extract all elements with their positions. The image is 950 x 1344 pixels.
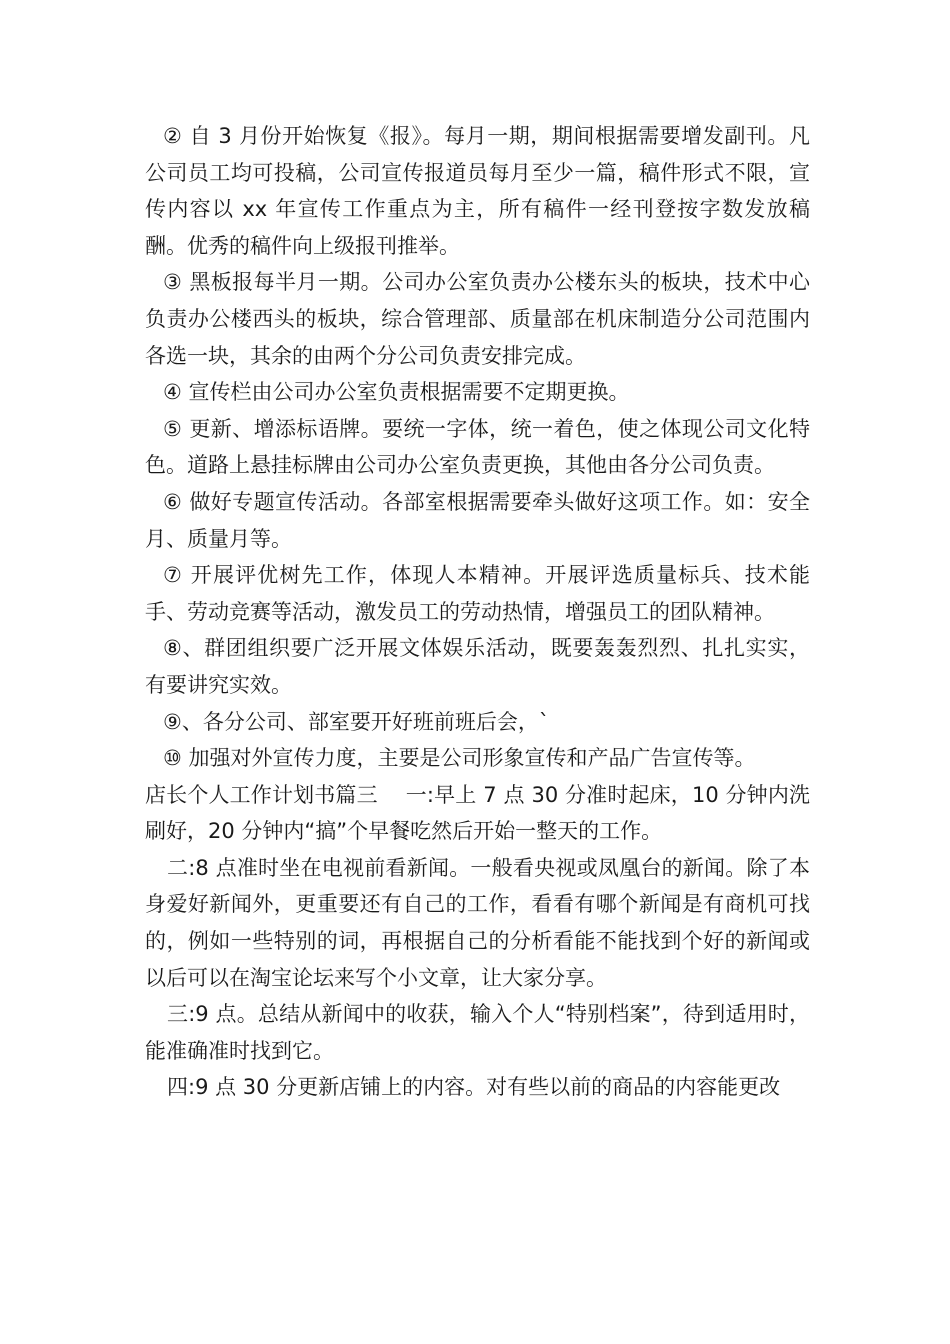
section-heading-plan-3: 店长个人工作计划书篇三 一:早上 7 点 30 分准时起床，10 分钟内洗刷好，20 分钟内“搞”个早餐吃然后开始一整天的工作。	[145, 782, 810, 844]
paragraph-item-3: ③ 黑板报每半月一期。公司办公室负责办公楼东头的板块，技术中心负责办公楼西头的板块，综合管理部、质量部在机床制造分公司范围内各选一块，其余的由两个分公司负责安排完成。	[145, 270, 810, 368]
paragraph-item-9: ⑨、各分公司、部室要开好班前班后会，`	[163, 709, 550, 734]
document-body	[145, 118, 810, 1106]
schedule-item-4: 四:9 点 30 分更新店铺上的内容。对有些以前的商品的内容能更改	[167, 1075, 781, 1100]
schedule-item-3: 三:9 点。总结从新闻中的收获，输入个人“特别档案”，待到适用时，能准确准时找到它。	[145, 1002, 810, 1063]
schedule-item-2: 二:8 点准时坐在电视前看新闻。一般看央视或凤凰台的新闻。除了本身爱好新闻外，更重要还有自己的工作，看看有哪个新闻是有商机可找的，例如一些特别的词，再根据自己的分析看能不能找到个好的新闻或以后可以在淘宝论坛来写个小文章，让大家分享。	[145, 855, 810, 990]
paragraph-item-5: ⑤ 更新、增添标语牌。要统一字体，统一着色，使之体现公司文化特色。道路上悬挂标牌由公司办公室负责更换，其他由各分公司负责。	[145, 416, 810, 478]
paragraph-item-4: ④ 宣传栏由公司办公室负责根据需要不定期更换。	[163, 380, 630, 405]
paragraph-item-10: ⑩ 加强对外宣传力度，主要是公司形象宣传和产品广告宣传等。	[163, 746, 756, 771]
paragraph-item-7: ⑦ 开展评优树先工作，体现人本精神。开展评选质量标兵、技术能手、劳动竞赛等活动，激发员工的劳动热情，增强员工的团队精神。	[145, 563, 810, 624]
paragraph-item-6: ⑥ 做好专题宣传活动。各部室根据需要牵头做好这项工作。如：安全月、质量月等。	[145, 489, 810, 551]
paragraph-item-2: ② 自 3 月份开始恢复《报》。每月一期，期间根据需要增发副刊。凡公司员工均可投稿，公司宣传报道员每月至少一篇，稿件形式不限，宣传内容以 xx 年宣传工作重点为主，所有稿件一经刊登按字数发放稿酬。优秀的稿件向上级报刊推举。	[145, 124, 810, 258]
paragraph-item-8: ⑧、群团组织要广泛开展文体娱乐活动，既要轰轰烈烈、扎扎实实，有要讲究实效。	[145, 636, 810, 697]
